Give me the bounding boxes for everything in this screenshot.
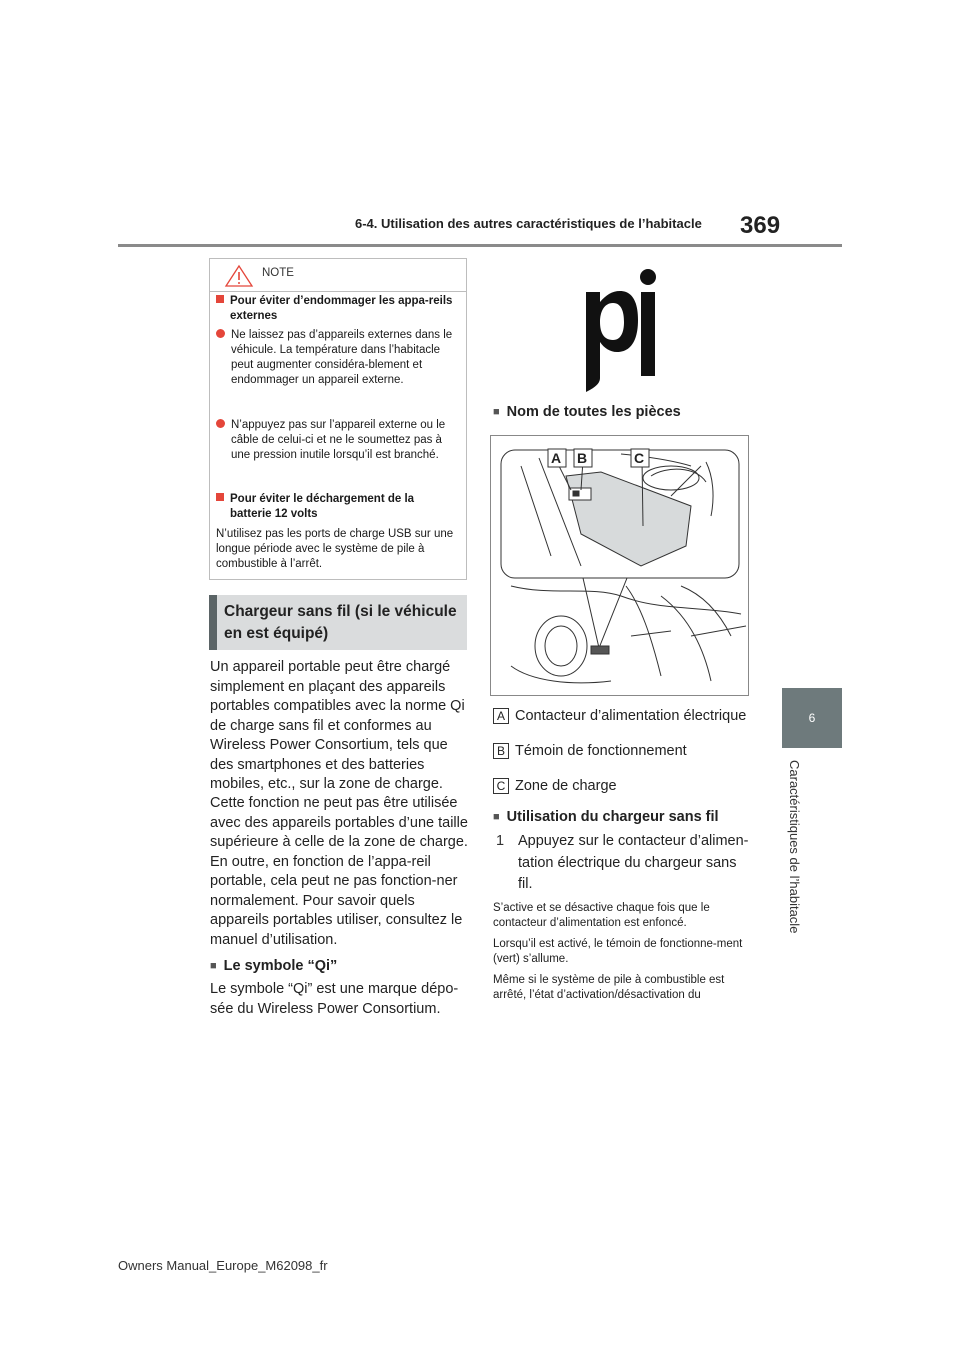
legend-item: B Témoin de fonctionnement	[493, 743, 687, 759]
parts-heading: ■ Nom de toutes les pièces	[493, 404, 681, 420]
qi-paragraph: Le symbole “Qi” est une marque dépo-sée du Wireless Power Consortium.	[210, 981, 459, 1017]
qi-logo-icon	[582, 268, 662, 396]
note-text: N’utilisez pas les ports de charge USB sur une longue période avec le système de pile à combustible à l’arrêt.	[216, 528, 454, 570]
label-B: B	[577, 450, 588, 466]
warning-icon	[224, 264, 254, 288]
note-title: NOTE	[262, 267, 294, 279]
note-bullet: N’appuyez pas sur l’appareil externe ou le câble de celui-ci et ne le soumettez pas à une pression inutile lorsqu’il est branché.	[216, 418, 456, 463]
note-heading: Pour éviter d’endommager les appa-reils externes	[216, 294, 456, 324]
legend-item: A Contacteur d’alimentation électrique	[493, 708, 746, 724]
chapter-tab: 6	[782, 688, 842, 748]
step-text: Appuyez sur le contacteur d’alimen-tation électrique du chargeur sans fil.	[518, 833, 749, 892]
divider	[210, 291, 466, 292]
intro-paragraph: Un appareil portable peut être chargé simplement en plaçant des appareils portables compatibles avec la norme Qi de charge sans fil et conformes au Wireless Power Consortium, tels que des smartphones et des batteries mobiles, etc., sur la zone de charge.	[210, 659, 465, 792]
page-number: 369	[740, 212, 781, 239]
note-paragraph: Lorsqu’il est activé, le témoin de fonctionne-ment (vert) s’allume.	[493, 938, 743, 965]
section-title: 6-4. Utilisation des autres caractéristiques de l’habitacle	[355, 216, 702, 231]
limits-paragraph: Cette fonction ne peut pas être utilisée avec des appareils portables d’une taille supérieure à celle de la zone de charge. En outre, en fonction de l’appa-reil portable, cela peut ne pas fonction-ner normalement. Pour savoir quels appareils portables utiliser, consultez le manuel d’utilisation.	[210, 795, 468, 948]
label-A: A	[551, 450, 562, 466]
qi-heading: ■ Le symbole “Qi”	[210, 958, 337, 974]
footer-text: Owners Manual_Europe_M62098_fr	[118, 1258, 328, 1273]
note-paragraph: Même si le système de pile à combustible est arrêté, l’état d’activation/désactivation du	[493, 974, 725, 1001]
note-heading: Pour éviter le déchargement de la batterie 12 volts	[216, 492, 456, 522]
chapter-title: Caractéristiques de l’habitacle	[787, 760, 802, 934]
charger-diagram	[490, 435, 749, 696]
usage-heading: ■ Utilisation du chargeur sans fil	[493, 809, 719, 825]
note-paragraph: S’active et se désactive chaque fois que le contacteur d’alimentation est enfoncé.	[493, 902, 710, 929]
note-bullet: Ne laissez pas d’appareils externes dans le véhicule. La température dans l’habitacle peut augmenter considéra-blement et endommager un appareil externe.	[216, 328, 456, 388]
header-rule	[118, 244, 842, 247]
label-C: C	[634, 450, 645, 466]
step-number: 1	[496, 833, 505, 849]
legend-item: C Zone de charge	[493, 778, 617, 794]
note-box	[209, 258, 467, 580]
chapter-section-heading: Chargeur sans fil (si le véhicule en est équipé)	[209, 595, 467, 650]
